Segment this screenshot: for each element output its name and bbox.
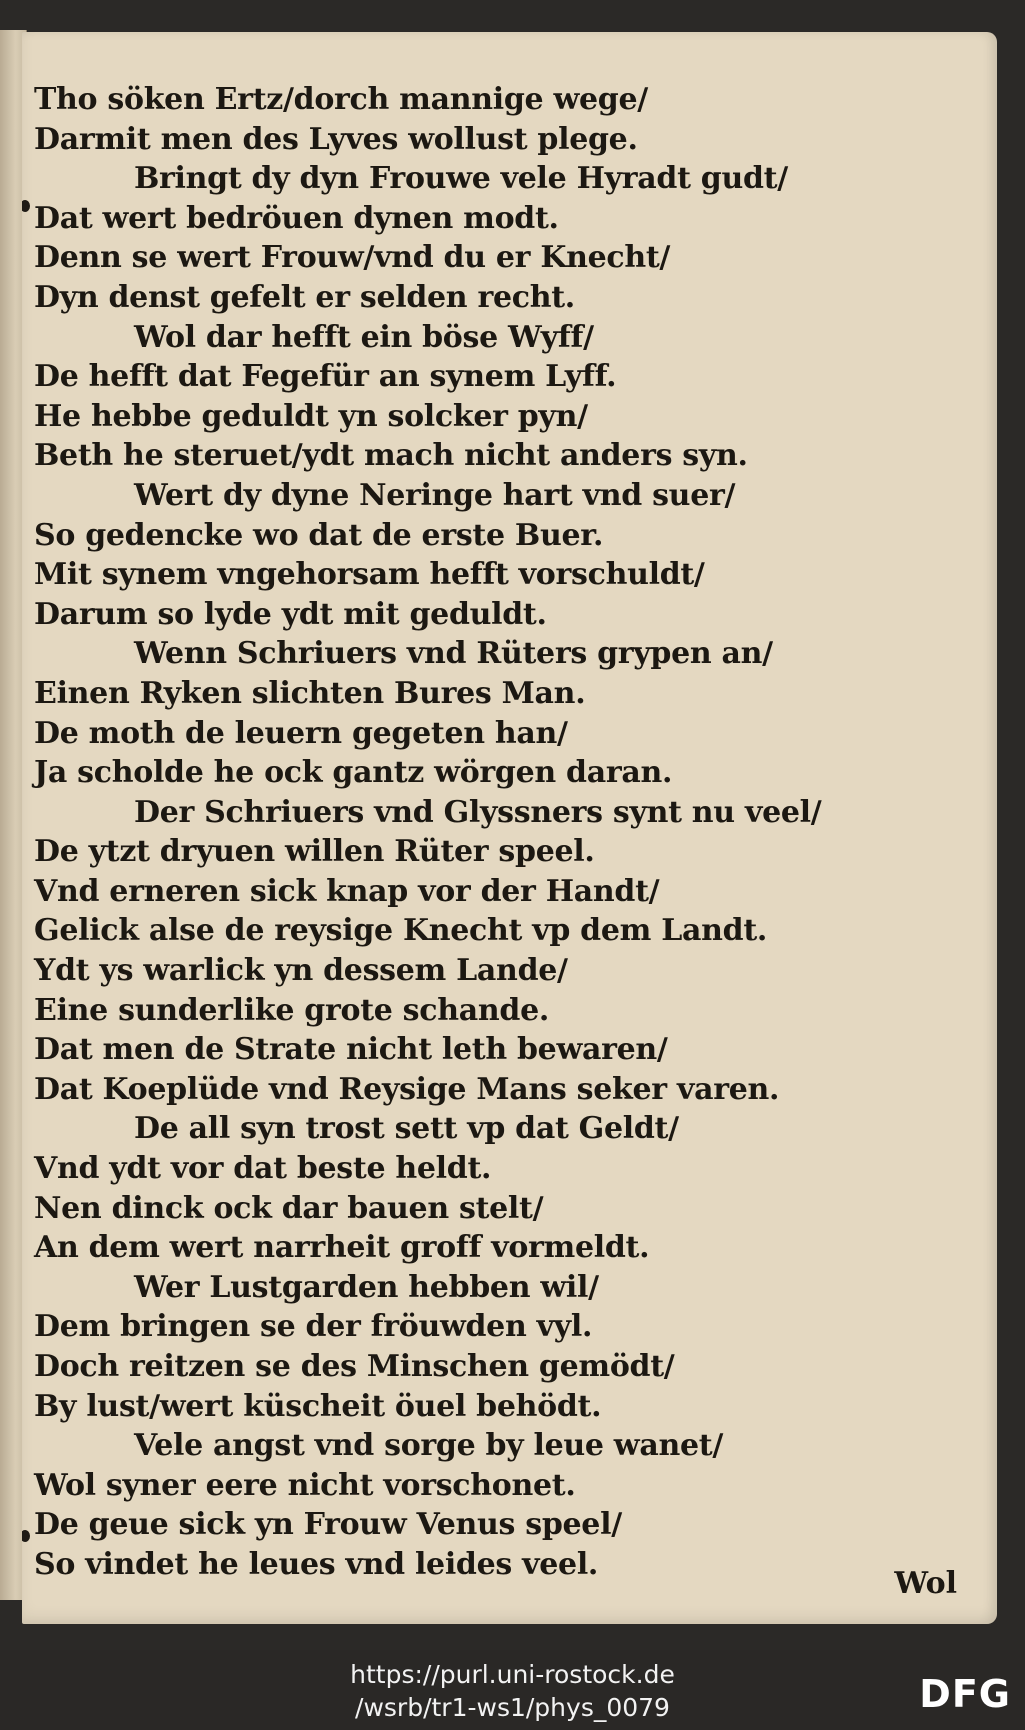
viewer-footer [0,1650,1025,1730]
verse-line: Dat wert bedröuen dynen modt. [34,200,559,236]
verse-line: Wol dar hefft ein böse Wyff/ [134,319,594,355]
verse-line: De ytzt dryuen willen Rüter speel. [34,834,595,870]
verse-line: Mit synem vngehorsam hefft vorschuldt/ [34,557,705,593]
verse-line: De hefft dat Fegefür an synem Lyff. [34,359,617,395]
verse-line: Bringt dy dyn Frouwe vele Hyradt gudt/ [134,161,788,197]
verse-line: Wol syner eere nicht vorschonet. [34,1467,576,1503]
verse-line: Wer Lustgarden hebben wil/ [134,1269,599,1305]
dfg-logo: DFG [919,1672,1011,1716]
verse-line: Beth he steruet/ydt mach nicht anders syn. [34,438,748,474]
verse-line: De geue sick yn Frouw Venus speel/ [34,1507,622,1543]
verse-line: Wert dy dyne Neringe hart vnd suer/ [134,477,736,513]
url-line-2[interactable]: /wsrb/tr1-ws1/phys_0079 [355,1693,670,1722]
verse-line: Doch reitzen se des Minschen gemödt/ [34,1349,675,1384]
verse-line: Gelick alse de reysige Knecht vp dem Landt. [34,913,768,949]
margin-mark [22,1530,30,1542]
verse-line: Ja scholde he ock gantz wörgen daran. [34,755,673,791]
verse-line: Dyn denst gefelt er selden recht. [34,279,575,315]
verse-line: So vindet he leues vnd leides veel. [34,1546,599,1582]
verse-line: Vnd ydt vor dat beste heldt. [34,1151,492,1187]
book-page [22,32,997,1624]
verse-line: Einen Ryken slichten Bures Man. [34,675,586,711]
verse-line: By lust/wert küscheit öuel behödt. [34,1388,602,1424]
verse-line: Der Schriuers vnd Glyssners synt nu veel/ [134,794,822,830]
verse-line: De all syn trost sett vp dat Geldt/ [134,1111,679,1147]
catchword: Wol [894,1566,957,1601]
verse-line: Dem bringen se der fröuwden vyl. [34,1309,593,1345]
verse-line: Vnd erneren sick knap vor der Handt/ [34,873,660,909]
verse-line: Ydt ys warlick yn dessem Lande/ [34,953,568,989]
verse-line: So gedencke wo dat de erste Buer. [34,517,604,553]
url-line-1[interactable]: https://purl.uni-rostock.de [350,1660,675,1689]
verse-line: Nen dinck ock dar bauen stelt/ [34,1190,544,1226]
verse-line: Tho söken Ertz/dorch mannige wege/ [34,82,648,117]
verse-line: Darum so lyde ydt mit geduldt. [34,596,547,632]
verse-line: Dat men de Strate nicht leth bewaren/ [34,1032,668,1068]
verse-line: De moth de leuern gegeten han/ [34,715,568,751]
verse-line: Eine sunderlike grote schande. [34,992,550,1028]
verse-line: He hebbe geduldt yn solcker pyn/ [34,398,588,434]
verse-line: An dem wert narrheit groff vormeldt. [34,1230,650,1266]
verse-line: Dat Koeplüde vnd Reysige Mans seker varen. [34,1071,780,1107]
verse-text [34,80,984,1585]
verse-line: Darmit men des Lyves wollust plege. [34,121,638,157]
verse-line: Denn se wert Frouw/vnd du er Knecht/ [34,240,671,276]
margin-mark [22,200,30,212]
verse-line: Vele angst vnd sorge by leue wanet/ [134,1428,723,1464]
source-url[interactable] [0,1658,1025,1724]
verse-line: Wenn Schriuers vnd Rüters grypen an/ [134,636,773,672]
